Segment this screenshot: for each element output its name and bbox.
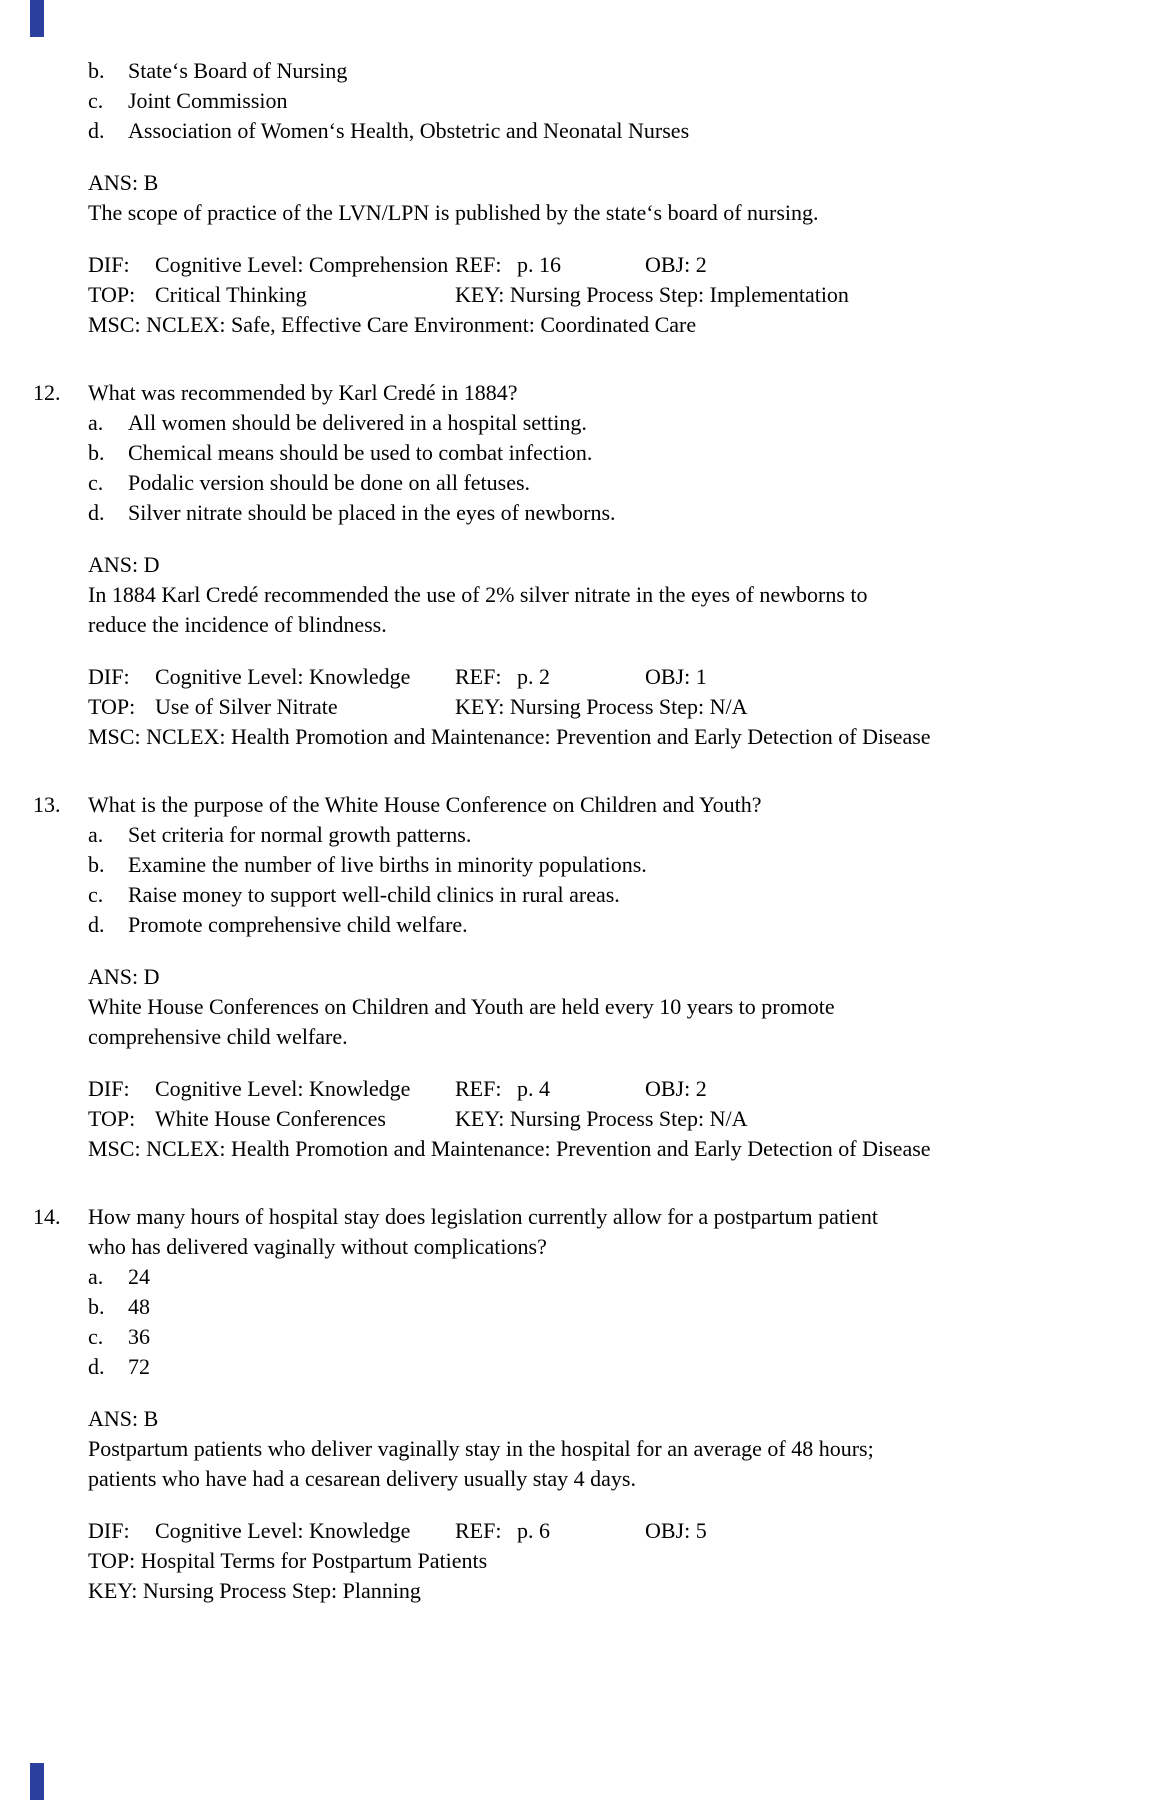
answer-line [88, 962, 1098, 992]
question-text: What is the purpose of the White House Conference on Children and Youth? [88, 792, 762, 817]
ref-value: p. 4 [517, 1076, 550, 1101]
question-number: 12. [33, 380, 61, 405]
question-text: How many hours of hospital stay does legislation currently allow for a postpartum patient [88, 1204, 879, 1229]
option-letter: b. [88, 1294, 105, 1319]
rationale-line: patients who have had a cesarean delivery usually stay 4 days. [88, 1466, 636, 1491]
question-item-13 [33, 790, 1098, 1164]
top-value: Use of Silver Nitrate [155, 694, 338, 719]
option-letter: d. [88, 500, 105, 525]
option-letter: a. [88, 1264, 104, 1289]
option-row [88, 820, 1098, 850]
obj-label: OBJ: [645, 1518, 691, 1543]
option-row [88, 1262, 1098, 1292]
top-value: Critical Thinking [155, 282, 307, 307]
dif-value: Cognitive Level: Comprehension [155, 252, 449, 277]
answer-line [88, 168, 1098, 198]
obj-pair [645, 1074, 707, 1104]
meta-row-dif [88, 1074, 1098, 1104]
msc-pair [88, 310, 696, 340]
key-value: Nursing Process Step: Implementation [509, 282, 849, 307]
option-row [88, 498, 1098, 528]
dif-label: DIF: [88, 1076, 130, 1101]
page-edge-marker-top [30, 0, 44, 37]
obj-label: OBJ: [645, 664, 691, 689]
obj-label: OBJ: [645, 252, 691, 277]
meta-row-msc [88, 722, 1098, 752]
ref-label: REF: [455, 1518, 502, 1543]
option-row [88, 116, 1098, 146]
meta-row-msc [88, 310, 1098, 340]
question-item-12 [33, 378, 1098, 752]
answer-letter: D [143, 552, 160, 577]
key-label: KEY: [455, 282, 505, 307]
page-edge-marker-bottom [30, 1763, 44, 1800]
answer-label: ANS: [88, 552, 139, 577]
ref-value: p. 6 [517, 1518, 550, 1543]
option-text: Joint Commission [128, 88, 288, 113]
ref-value: p. 16 [517, 252, 561, 277]
answer-letter: B [143, 170, 159, 195]
meta-row-top [88, 280, 1098, 310]
rationale-line: White House Conferences on Children and Youth are held every 10 years to promote [88, 994, 835, 1019]
key-label: KEY: [455, 1106, 505, 1131]
meta-row-top [88, 1104, 1098, 1134]
obj-pair [645, 662, 707, 692]
option-letter: c. [88, 470, 104, 495]
option-text: 24 [128, 1264, 150, 1289]
option-text: Raise money to support well-child clinics in rural areas. [128, 882, 620, 907]
option-letter: c. [88, 1324, 104, 1349]
key-label: KEY: [88, 1578, 138, 1603]
option-letter: d. [88, 912, 105, 937]
option-text: Chemical means should be used to combat infection. [128, 440, 593, 465]
key-pair [88, 1576, 421, 1606]
option-letter: a. [88, 410, 104, 435]
option-letter: a. [88, 822, 104, 847]
option-letter: b. [88, 440, 105, 465]
option-text: Promote comprehensive child welfare. [128, 912, 468, 937]
dif-value: Cognitive Level: Knowledge [155, 1076, 411, 1101]
key-pair [455, 1104, 748, 1134]
rationale-line: Postpartum patients who deliver vaginally stay in the hospital for an average of 48 hours; [88, 1436, 874, 1461]
key-label: KEY: [455, 694, 505, 719]
option-text: Silver nitrate should be placed in the eyes of newborns. [128, 500, 616, 525]
top-label: TOP: [88, 694, 136, 719]
option-text: Podalic version should be done on all fetuses. [128, 470, 531, 495]
option-row [88, 86, 1098, 116]
answer-line [88, 550, 1098, 580]
top-value: Hospital Terms for Postpartum Patients [140, 1548, 488, 1573]
obj-pair [645, 1516, 707, 1546]
rationale-line: comprehensive child welfare. [88, 1024, 348, 1049]
option-row [88, 910, 1098, 940]
top-label: TOP: [88, 1548, 136, 1573]
option-letter: c. [88, 882, 104, 907]
rationale-line: reduce the incidence of blindness. [88, 612, 387, 637]
ref-label: REF: [455, 1076, 502, 1101]
obj-value: 2 [695, 1076, 707, 1101]
question-number: 14. [33, 1204, 61, 1229]
meta-row-dif [88, 1516, 1098, 1546]
dif-value: Cognitive Level: Knowledge [155, 1518, 411, 1543]
option-row [88, 880, 1098, 910]
answer-label: ANS: [88, 170, 139, 195]
option-row [88, 850, 1098, 880]
msc-label: MSC: [88, 1136, 141, 1161]
option-letter: d. [88, 1354, 105, 1379]
msc-value: NCLEX: Safe, Effective Care Environment: Coordinated Care [146, 312, 697, 337]
meta-row-msc [88, 1134, 1098, 1164]
ref-label: REF: [455, 252, 502, 277]
meta-row-top [88, 692, 1098, 722]
answer-line [88, 1404, 1098, 1434]
dif-label: DIF: [88, 252, 130, 277]
option-letter: b. [88, 58, 105, 83]
key-value: Nursing Process Step: Planning [142, 1578, 421, 1603]
option-row [88, 56, 1098, 86]
dif-label: DIF: [88, 1518, 130, 1543]
answer-letter: D [143, 964, 160, 989]
obj-value: 5 [695, 1518, 707, 1543]
option-text: 36 [128, 1324, 150, 1349]
answer-label: ANS: [88, 964, 139, 989]
key-value: Nursing Process Step: N/A [509, 694, 748, 719]
question-fragment [88, 56, 1098, 340]
option-row [88, 468, 1098, 498]
msc-label: MSC: [88, 312, 141, 337]
answer-label: ANS: [88, 1406, 139, 1431]
obj-pair [645, 250, 707, 280]
top-label: TOP: [88, 282, 136, 307]
rationale-line: The scope of practice of the LVN/LPN is published by the state‘s board of nursing. [88, 200, 819, 225]
question-text: who has delivered vaginally without complications? [88, 1234, 547, 1259]
dif-label: DIF: [88, 664, 130, 689]
option-text: 72 [128, 1354, 150, 1379]
key-value: Nursing Process Step: N/A [509, 1106, 748, 1131]
key-pair [455, 692, 748, 722]
option-row [88, 1322, 1098, 1352]
ref-label: REF: [455, 664, 502, 689]
option-letter: d. [88, 118, 105, 143]
msc-label: MSC: [88, 724, 141, 749]
meta-row-dif [88, 662, 1098, 692]
meta-row-dif [88, 250, 1098, 280]
msc-pair [88, 1134, 931, 1164]
top-label: TOP: [88, 1106, 136, 1131]
option-row [88, 408, 1098, 438]
option-row [88, 438, 1098, 468]
question-text: What was recommended by Karl Credé in 1884? [88, 380, 518, 405]
dif-value: Cognitive Level: Knowledge [155, 664, 411, 689]
meta-row-key [88, 1576, 1098, 1606]
question-item-14 [33, 1202, 1098, 1606]
key-pair [455, 280, 849, 310]
option-letter: b. [88, 852, 105, 877]
top-pair [88, 1546, 487, 1576]
option-row [88, 1352, 1098, 1382]
msc-pair [88, 722, 931, 752]
msc-value: NCLEX: Health Promotion and Maintenance: Prevention and Early Detection of Disease [146, 1136, 931, 1161]
meta-row-top [88, 1546, 1098, 1576]
answer-letter: B [143, 1406, 159, 1431]
option-text: Set criteria for normal growth patterns. [128, 822, 472, 847]
document-page [33, 56, 1098, 1606]
option-text: State‘s Board of Nursing [128, 58, 348, 83]
option-letter: c. [88, 88, 104, 113]
obj-label: OBJ: [645, 1076, 691, 1101]
option-text: All women should be delivered in a hospital setting. [128, 410, 587, 435]
top-value: White House Conferences [155, 1106, 386, 1131]
msc-value: NCLEX: Health Promotion and Maintenance: Prevention and Early Detection of Disease [146, 724, 931, 749]
rationale-line: In 1884 Karl Credé recommended the use of 2% silver nitrate in the eyes of newborns to [88, 582, 868, 607]
option-text: 48 [128, 1294, 150, 1319]
question-number: 13. [33, 792, 61, 817]
option-row [88, 1292, 1098, 1322]
obj-value: 2 [695, 252, 707, 277]
ref-value: p. 2 [517, 664, 550, 689]
obj-value: 1 [695, 664, 707, 689]
option-text: Association of Women‘s Health, Obstetric and Neonatal Nurses [128, 118, 690, 143]
option-text: Examine the number of live births in minority populations. [128, 852, 647, 877]
